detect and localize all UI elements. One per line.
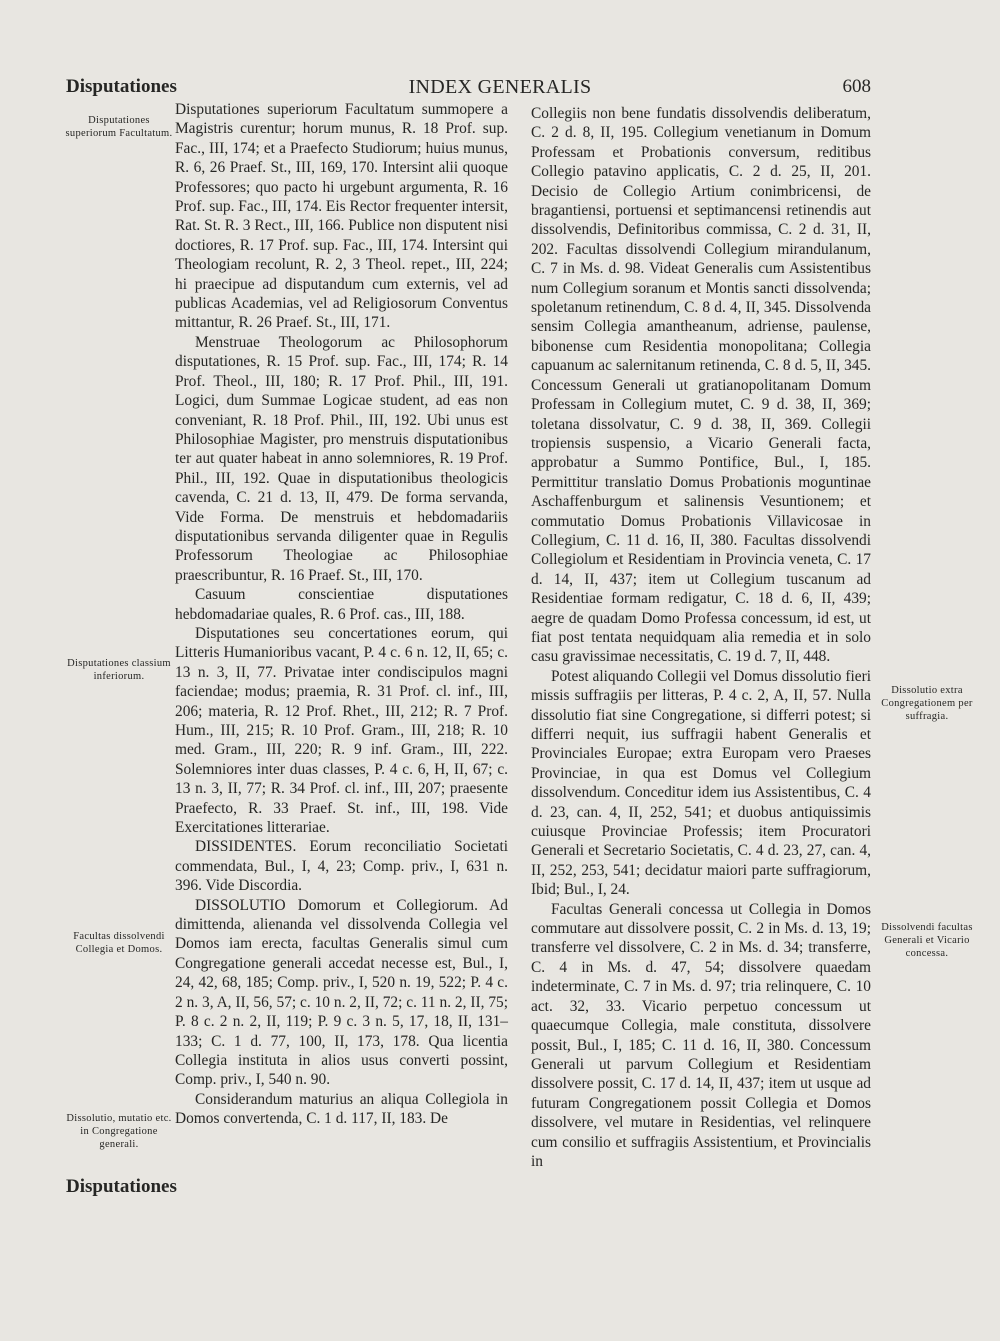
margin-note-right: Dissolutio extra Congregationem per suffragia. xyxy=(881,685,973,722)
text-column-left xyxy=(175,100,508,1129)
paragraph: Casuum conscientiae disputationes hebdomadariae quales, R. 6 Prof. cas., III, 188. xyxy=(175,586,508,623)
header-title: INDEX GENERALIS xyxy=(408,76,592,98)
paragraph: Disputationes superiorum Facultatum summopere a Magistris curentur; horum munus, R. 18 Prof. sup. Fac., III, 174; et a Praefecto Studiorum; huius munus, R. 6, 26 Praef. St., III, 169, 170. Intersint alii quoque Professores; quo pacto hi urgebunt argumenta, R. 16 Prof. sup. Fac., III, 174. Eis Rector frequenter intersit, Rat. St. R. 3 Rect., III, 166. Publice non disputent nisi doctiores, R. 17 Prof. sup. Fac., III, 174. Intersint qui Theologiam recolunt, R. 2, 3 Theol. repet., III, 224; hi praecipue ad disputandum cum externis, vel ad publicas Academias, vel ad Religiosorum Conventus mittantur, R. 26 Praef. St., III, 171. xyxy=(175,101,508,332)
text-column-right xyxy=(531,104,871,1171)
paragraph: Disputationes seu concertationes eorum, qui Litteris Humanioribus vacant, P. 4 c. 6 n. 12, II, 65; c. 13 n. 3, II, 77. Privatae inter condiscipulos magni faciendae; modus; praemia, R. 31 Prof. cl. inf., III, 206; materia, R. 12 Prof. Rhet., III, 212; R. 7 Prof. Hum., III, 215; R. 10 Prof. Gram., III, 218; R. 10 med. Gram., III, 220; R. 9 inf. Gram., III, 222. Solemniores inter duas classes, P. 4 c. 6, H, II, 67; c. 13 n. 3, II, 77; R. 34 Prof. cl. inf., III, 207; praesente Praefecto, R. 33 Praef. St. inf., III, 198. Vide Exercitationes litterariae. xyxy=(175,624,508,837)
page-number: 608 xyxy=(842,76,871,97)
paragraph: Potest aliquando Collegii vel Domus dissolutio fieri missis suffragiis per litteras, P. 4 c. 2, A, II, 57. Nulla dissolutio fiat sine Congregatione, si differri potest; si differri nequit, ius suffragii habent Generalis et Provinciales Europae; extra Europam vero Praeses Provinciae, in qua est Domus vel Collegium dissolvendum. Conceditur idem ius Assistentibus, C. 4 d. 23, can. 4, II, 252, 541; et duobus antiquissimis cuiusque Provinciae Professis; item Procuratori Generali et Secretario Societatis, C. 4 d. 23, 27, can. 4, II, 252, 253, 541; decidatur maiori parte suffragiorum, Ibid; Bul., I, 24. xyxy=(531,667,871,899)
paragraph: Facultas Generali concessa ut Collegia in Domos commutare aut dissolvere possit, C. 2 in Ms. d. 13, 19; transferre vel dissolvere, C. 2 in Ms. d. 34; transferre, C. 4 in Ms. d. 47, 54; dissolvere quaedam indeterminate, C. 7 in Ms. d. 97; tria relinquere, C. 10 act. 32, 33. Vicario perpetuo concessum ut quaecumque Collegia, male constituta, dissolvere possit, Bul., I, 185; C. 11 d. 16, II, 380. Concessum Generali ut parvum Collegium et Residentiam dissolvere possit, C. 17 d. 14, II, 437; item ut usque ad futuram Congregationem possit Collegia et Domos dissolvere, vel mutare in Residentias, vel relinquere cum consilio et suffragiis Assistentium, et Provincialis in xyxy=(531,900,871,1170)
paragraph: DISSOLUTIO Domorum et Collegiorum. Ad dimittenda, alienanda vel dissolvenda Collegia vel Domos iam erecta, facultas Generalis simul cum Congregatione generali accedat necesse est, Bul., I, 24, 42, 68, 185; Comp. priv., I, 520 n. 19, 522; P. 4 c. 2 n. 3, A, II, 56, 57; c. 10 n. 2, II, 72; c. 11 n. 2, II, 75; P. 8 c. 2 n. 2, II, 119; P. 9 c. 3 n. 5, 17, 18, II, 131–133; C. 1 d. 77, 100, II, 173, 178. Qua licentia Collegia instituta in alios usus converti possint, Comp. priv., I, 540 n. 90. xyxy=(175,896,508,1089)
margin-note-left: Facultas dissolvendi Collegia et Domos. xyxy=(73,931,165,955)
margin-note-left: Disputationes superiorum Facultatum. xyxy=(65,115,173,139)
paragraph: Considerandum maturius an aliqua Collegiola in Domos convertenda, C. 1 d. 117, II, 183. De xyxy=(175,1090,508,1128)
paragraph: DISSIDENTES. Eorum reconciliatio Societati commendata, Bul., I, 4, 23; Comp. priv., I, 631 n. 396. Vide Discordia. xyxy=(175,838,508,895)
margin-note-right: Dissolvendi facultas Generali et Vicario concessa. xyxy=(881,922,973,959)
paragraph: Menstruae Theologorum ac Philosophorum disputationes, R. 15 Prof. sup. Fac., III, 174; R. 14 Prof. Theol., III, 180; R. 17 Prof. Phil., III, 191. Logici, dum Summae Logicae student, ad eas non conveniant, R. 18 Prof. Phil., III, 192. Ubi unus est Philosophiae Magister, pro menstruis disputationibus ter aut quater habeat in anno solemniores, R. 19 Prof. Phil., III, 192. Quae in disputationibus theologicis cavenda, C. 21 d. 13, II, 479. De forma servanda, Vide Forma. De menstruis et hebdomadariis disputationibus servanda diligenter quae in Regulis Professorum Theologiae ac Philosophiae praescribuntur, R. 16 Praef. St., III, 170. xyxy=(175,333,508,584)
paragraph: Collegiis non bene fundatis dissolvendis deliberatum, C. 2 d. 8, II, 195. Collegium venetianum in Domum Professam et Probationis conversum, reditibus Collegio patavino applicatis, C. 2 d. 25, II, 201. Decisio de Collegio Artium conimbricensi, de bragantiensi, portuensi et septimancensi retinendis aut dissolvendis, Definitoribus commissa, C. 2 d. 31, II, 202. Facultas dissolvendi Collegium mirandulanum, C. 7 in Ms. d. 98. Videat Generalis cum Assistentibus num Collegium soranum et Montis sancti dissolvenda; spoletanum retinendum, C. 8 d. 4, II, 345. Dissolvenda sensim Collegia amantheanum, adriense, paulense, bibonense cum Residentia monopolitana; Collegia capuanum ac salernitanum retinenda, C. 8 d. 5, II, 345. Concessum Generali ut gratianopolitanam Domum Professam in Collegium mutet, C. 9 d. 38, II, 369; toletana dissolvatur, C. 9 d. 38, II, 369. Collegii tropiensis suspensio, a Vicario Generali facta, approbatur a Summo Pontifice, Bul., I, 185. Permittitur translatio Domus Probationis moguntinae Aschaffenburgum et salinensis Vesuntionem; et commutatio Domus Probationis Villavicosae in Collegium, C. 11 d. 16, II, 380. Facultas dissolvendi Collegiolum et Residentiam in Provincia veneta, C. 17 d. 14, II, 437; item ut Collegium tuscanum ad Residentiae formam redigatur, C. 18 d. 6, II, 439; aegre de quadam Domo Professa concessum, id est, ut fiat post tentata nequidquam alia remedia et in solo casu gravissimae necessitatis, C. 19 d. 7, II, 448. xyxy=(531,105,871,666)
catchword: Disputationes xyxy=(66,1176,177,1197)
margin-note-left: Disputationes classium inferiorum. xyxy=(67,658,171,682)
margin-note-left: Dissolutio, mutatio etc. in Congregatione generali. xyxy=(66,1113,172,1150)
header-keyword: Disputationes xyxy=(66,76,177,97)
